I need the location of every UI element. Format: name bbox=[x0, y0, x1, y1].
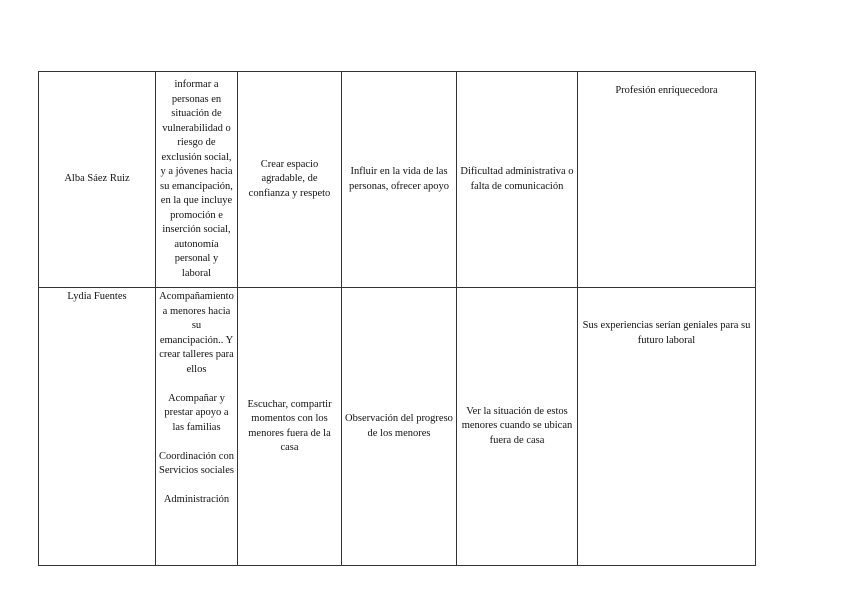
name-cell: Alba Sáez Ruiz bbox=[39, 72, 156, 288]
col5-cell: Dificultad administrativa o falta de comunicación bbox=[457, 72, 578, 288]
interview-table bbox=[38, 71, 756, 566]
table-row bbox=[39, 288, 756, 566]
activity-item: Acompañamiento a menores hacia su emancipación.. Y crear talleres para ellos bbox=[159, 291, 234, 375]
activity-item: Administración bbox=[163, 494, 230, 505]
activities-cell bbox=[156, 288, 238, 566]
col6-cell: Sus experiencias serían geniales para su futuro laboral bbox=[578, 288, 756, 566]
activity-item: Coordinación con Servicios sociales bbox=[159, 450, 234, 476]
table-row bbox=[39, 72, 756, 288]
activity-item: Acompañar y prestar apoyo a las familias bbox=[164, 392, 229, 433]
col4-cell: Influir en la vida de las personas, ofrecer apoyo bbox=[342, 72, 457, 288]
col3-cell: Crear espacio agradable, de confianza y respeto bbox=[238, 72, 342, 288]
col6-cell: Profesión enriquecedora bbox=[578, 72, 756, 288]
col3-cell: Escuchar, compartir momentos con los menores fuera de la casa bbox=[238, 288, 342, 566]
col4-cell: Observación del progreso de los menores bbox=[342, 288, 457, 566]
activities-cell: informar a personas en situación de vulnerabilidad o riesgo de exclusión social, y a jóvenes hacia su emancipación, en la que incluye promoción e inserción social, autonomía personal y laboral bbox=[156, 72, 238, 288]
col5-cell: Ver la situación de estos menores cuando se ubican fuera de casa bbox=[457, 288, 578, 566]
name-cell: Lydia Fuentes bbox=[39, 288, 156, 566]
